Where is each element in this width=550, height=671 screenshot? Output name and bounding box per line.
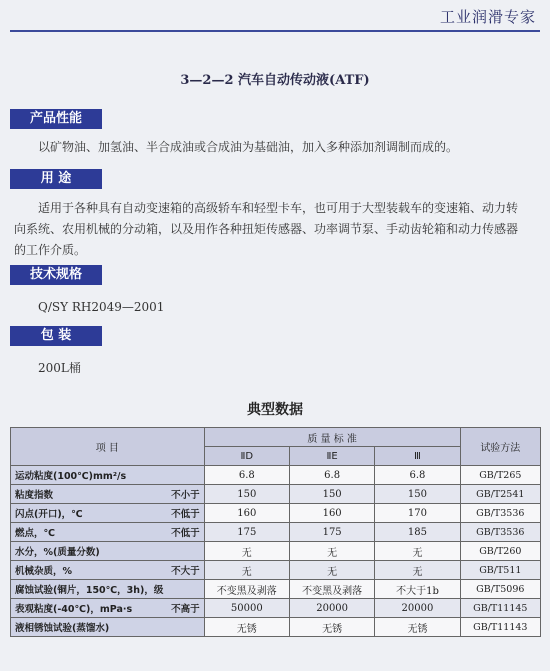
value-cell: 不大于1b [375, 580, 460, 599]
value-cell: 无 [204, 561, 289, 580]
usage-text: 适用于各种具有自动变速箱的高级轿车和轻型卡车，也可用于大型装载车的变速箱、动力转向系统、农用机械的分动箱，以及用作各种扭矩传感器、功率调节泵、手动齿轮箱和动力传感器的工作介质。 [14, 201, 519, 257]
item-limit: 不大于 [171, 566, 200, 577]
section-label-usage: 用 途 [10, 169, 102, 189]
package-text: 200L桶 [38, 361, 81, 375]
table-row [11, 466, 541, 485]
item-limit: 不高于 [171, 604, 200, 615]
item-name: 水分，%(质量分数) [15, 547, 100, 558]
value-cell: 无 [375, 542, 460, 561]
item-name: 粘度指数 [15, 490, 54, 501]
row-item [11, 466, 205, 485]
row-item [11, 561, 205, 580]
value-cell: 6.8 [204, 466, 289, 485]
value-cell: 185 [375, 523, 460, 542]
section-label-performance: 产品性能 [10, 109, 102, 129]
value-cell: 20000 [375, 599, 460, 618]
value-cell: 175 [204, 523, 289, 542]
header-grade: Ⅲ [375, 447, 460, 466]
value-cell: 无 [375, 561, 460, 580]
table-row [11, 580, 541, 599]
value-cell: 无锈 [204, 618, 289, 637]
method-cell: GB/T11145 [460, 599, 540, 618]
header-divider [10, 30, 540, 32]
value-cell: 无 [204, 542, 289, 561]
row-item [11, 580, 205, 599]
value-cell: 160 [289, 504, 374, 523]
method-cell: GB/T3536 [460, 504, 540, 523]
value-cell: 170 [375, 504, 460, 523]
item-name: 闪点(开口)，℃ [15, 509, 83, 520]
row-item [11, 523, 205, 542]
value-cell: 无锈 [375, 618, 460, 637]
method-cell: GB/T511 [460, 561, 540, 580]
method-cell: GB/T265 [460, 466, 540, 485]
item-limit: 不低于 [171, 509, 200, 520]
table-row [11, 523, 541, 542]
table-title: 典型数据 [247, 402, 303, 418]
row-item [11, 599, 205, 618]
header-grade: ⅡD [204, 447, 289, 466]
item-limit: 不低于 [171, 528, 200, 539]
header-quality-standard: 质 量 标 准 [204, 428, 460, 447]
value-cell: 不变黑及剥落 [289, 580, 374, 599]
table-row [11, 618, 541, 637]
value-cell: 无 [289, 561, 374, 580]
row-item [11, 485, 205, 504]
header-test-method: 试验方法 [460, 428, 540, 466]
value-cell: 150 [204, 485, 289, 504]
item-name: 机械杂质，% [15, 566, 73, 577]
header-grade: ⅡE [289, 447, 374, 466]
table-row [11, 485, 541, 504]
method-cell: GB/T260 [460, 542, 540, 561]
item-name: 表观粘度(-40℃)，mPa·s [15, 604, 133, 615]
value-cell: 6.8 [289, 466, 374, 485]
method-cell: GB/T11143 [460, 618, 540, 637]
value-cell: 150 [289, 485, 374, 504]
value-cell: 175 [289, 523, 374, 542]
value-cell: 6.8 [375, 466, 460, 485]
value-cell: 无 [289, 542, 374, 561]
section-label-package: 包 装 [10, 326, 102, 346]
header-item: 项 目 [11, 428, 205, 466]
value-cell: 不变黑及剥落 [204, 580, 289, 599]
value-cell: 20000 [289, 599, 374, 618]
method-cell: GB/T5096 [460, 580, 540, 599]
table-row [11, 599, 541, 618]
item-name: 燃点，℃ [15, 528, 56, 539]
spec-text: Q/SY RH2049—2001 [38, 300, 165, 314]
table-row [11, 542, 541, 561]
row-item [11, 618, 205, 637]
item-name: 腐蚀试验(铜片，150℃，3h)，级 [15, 585, 164, 596]
method-cell: GB/T2541 [460, 485, 540, 504]
performance-text: 以矿物油、加氢油、半合成油或合成油为基础油，加入多种添加剂调制而成的。 [38, 140, 459, 154]
item-limit: 不小于 [171, 490, 200, 501]
value-cell: 无锈 [289, 618, 374, 637]
table-row [11, 561, 541, 580]
value-cell: 50000 [204, 599, 289, 618]
typical-data-table [10, 427, 541, 637]
item-name: 运动粘度(100℃)mm²/s [15, 471, 127, 482]
section-label-spec: 技术规格 [10, 265, 102, 285]
value-cell: 150 [375, 485, 460, 504]
item-name: 液相锈蚀试验(蒸馏水) [15, 623, 110, 634]
header-brand: 工业润滑专家 [439, 8, 536, 26]
value-cell: 160 [204, 504, 289, 523]
row-item [11, 504, 205, 523]
table-row [11, 504, 541, 523]
document-title: 3—2—2 汽车自动传动液(ATF) [180, 73, 370, 88]
row-item [11, 542, 205, 561]
method-cell: GB/T3536 [460, 523, 540, 542]
